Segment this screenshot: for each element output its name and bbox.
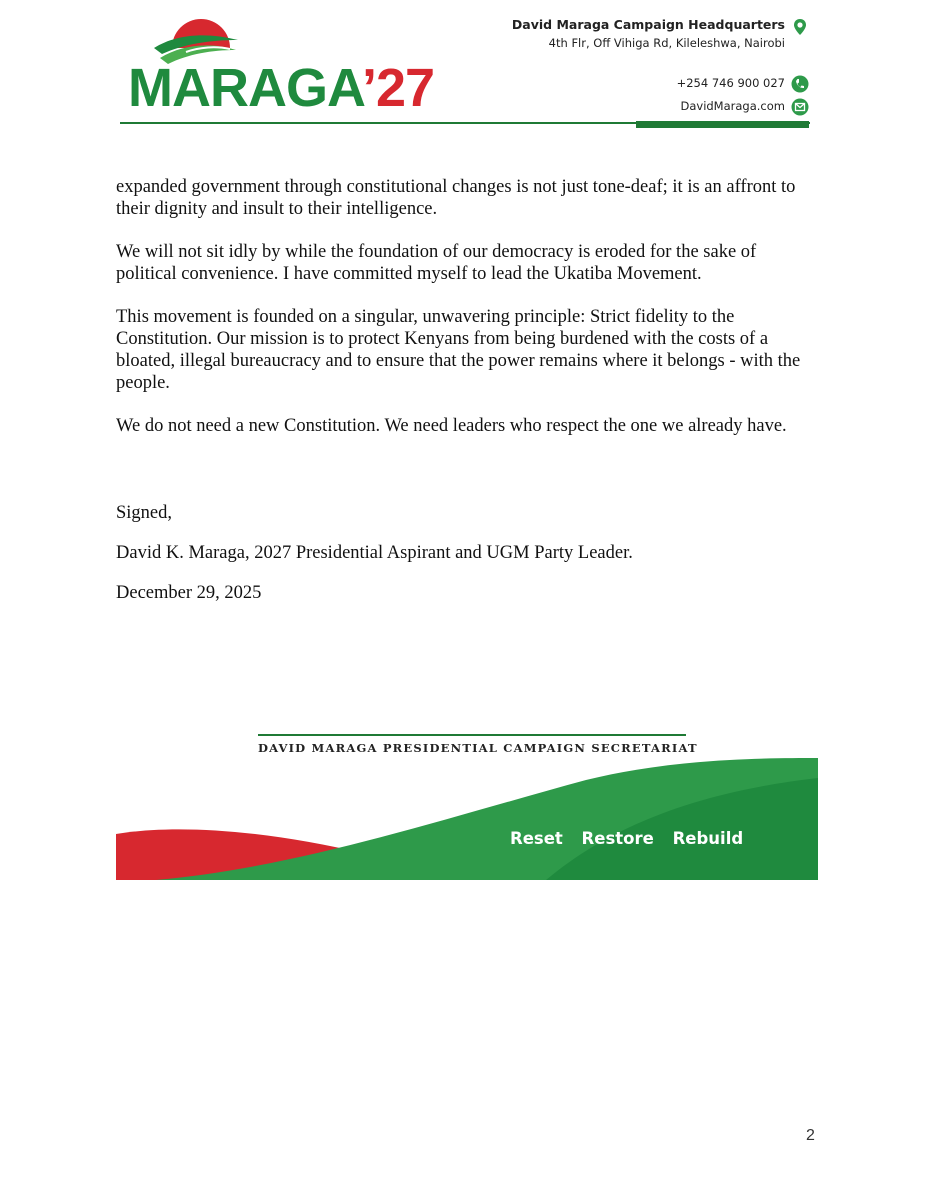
- footer-rule: [258, 734, 686, 736]
- address-line: [512, 34, 809, 52]
- letter-date: December 29, 2025: [116, 583, 262, 603]
- campaign-slogan: [510, 829, 756, 848]
- slogan-restore: Restore: [581, 829, 654, 848]
- slogan-rebuild: Rebuild: [672, 829, 744, 848]
- signatory-line: David K. Maraga, 2027 Presidential Aspirant and UGM Party Leader.: [116, 543, 633, 563]
- signed-line: Signed,: [116, 503, 173, 523]
- footer-banner-waves: [116, 758, 818, 880]
- hq-line: [512, 16, 809, 34]
- hq-title: David Maraga Campaign Headquarters: [511, 17, 785, 32]
- phone-icon: [791, 75, 809, 93]
- campaign-logo: [128, 14, 448, 118]
- body-paragraph: We will not sit idly by while the foundation of our democracy is eroded for the sake of political convenience. I have committed myself to lead the Ukatiba Movement.: [116, 242, 757, 284]
- letter-body: [116, 176, 816, 604]
- address-text: 4th Flr, Off Vihiga Rd, Kileleshwa, Nairobi: [548, 36, 785, 50]
- header-rule-accent: [636, 121, 809, 128]
- logo-name: MARAGA: [128, 58, 362, 118]
- phone-text: +254 746 900 027: [676, 76, 785, 90]
- body-paragraph: This movement is founded on a singular, unwavering principle: Strict fidelity to the Constitution. Our mission is to protect Kenyans from being burdened with the costs of a bloated, illegal bureaucracy and to ensure that the power remains where it belongs - with the people.: [116, 307, 801, 393]
- website-text[interactable]: DavidMaraga.com: [680, 99, 785, 113]
- website-line: [512, 97, 809, 115]
- footer-title: DAVID MARAGA PRESIDENTIAL CAMPAIGN SECRETARIAT: [258, 741, 698, 755]
- logo-year: ’27: [362, 58, 435, 118]
- phone-line: [512, 74, 809, 92]
- body-paragraph: expanded government through constitutional changes is not just tone-deaf; it is an affront to their dignity and insult to their intelligence.: [116, 177, 796, 219]
- slogan-reset: Reset: [510, 829, 563, 848]
- body-paragraph: We do not need a new Constitution. We need leaders who respect the one we already have.: [116, 416, 787, 436]
- contact-block: [512, 16, 809, 115]
- logo-wordmark: [128, 60, 434, 116]
- page-number: 2: [806, 1127, 815, 1144]
- email-icon: [791, 98, 809, 116]
